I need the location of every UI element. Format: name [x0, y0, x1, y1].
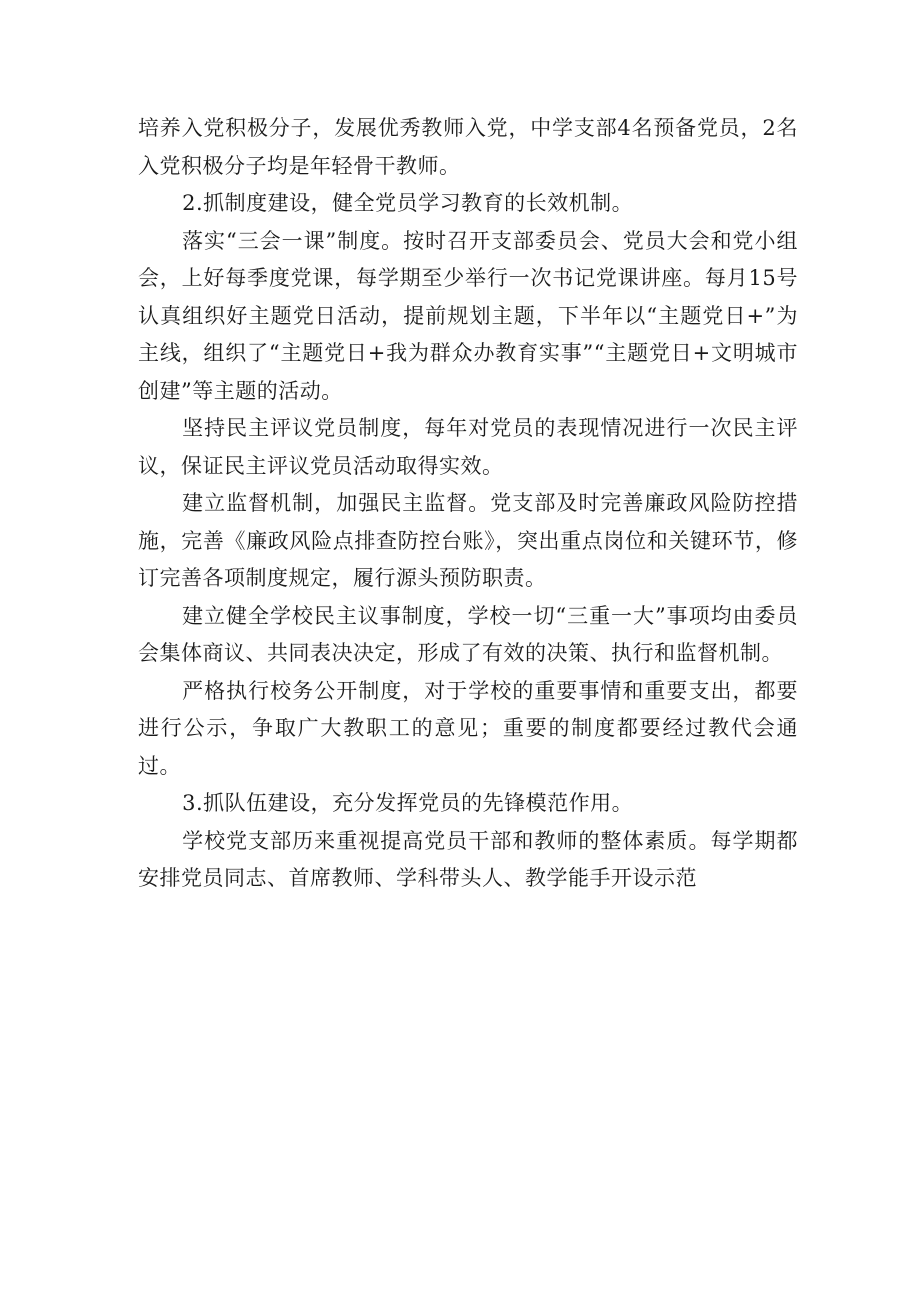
paragraph-3: 落实“三会一课”制度。按时召开支部委员会、党员大会和党小组会，上好每季度党课，每学期至少举行一次书记党课讲座。每月15号认真组织好主题党日活动，提前规划主题，下半年以“主题党日+”为主线，组织了“主题党日+我为群众办教育实事”“主题党日+文明城市创建”等主题的活动。	[138, 228, 798, 403]
paragraph-6: 建立健全学校民主议事制度，学校一切“三重一大”事项均由委员会集体商议、共同表决决定，形成了有效的决策、执行和监督机制。	[138, 603, 798, 665]
paragraph-9: 学校党支部历来重视提高党员干部和教师的整体素质。每学期都安排党员同志、首席教师、学科带头人、教学能手开设示范	[138, 828, 798, 890]
paragraph-4: 坚持民主评议党员制度，每年对党员的表现情况进行一次民主评议，保证民主评议党员活动取得实效。	[138, 416, 798, 478]
paragraph-7: 严格执行校务公开制度，对于学校的重要事情和重要支出，都要进行公示，争取广大教职工的意见；重要的制度都要经过教代会通过。	[138, 678, 798, 778]
paragraph-8-heading: 3.抓队伍建设，充分发挥党员的先锋模范作用。	[182, 791, 634, 815]
paragraph-5: 建立监督机制，加强民主监督。党支部及时完善廉政风险防控措施，完善《廉政风险点排查防控台账》，突出重点岗位和关键环节，修订完善各项制度规定，履行源头预防职责。	[138, 491, 798, 590]
paragraph-2-heading: 2.抓制度建设，健全党员学习教育的长效机制。	[182, 191, 634, 215]
paragraph-1: 培养入党积极分子，发展优秀教师入党，中学支部4名预备党员，2名入党积极分子均是年轻骨干教师。	[138, 116, 798, 178]
document-page	[138, 110, 798, 898]
